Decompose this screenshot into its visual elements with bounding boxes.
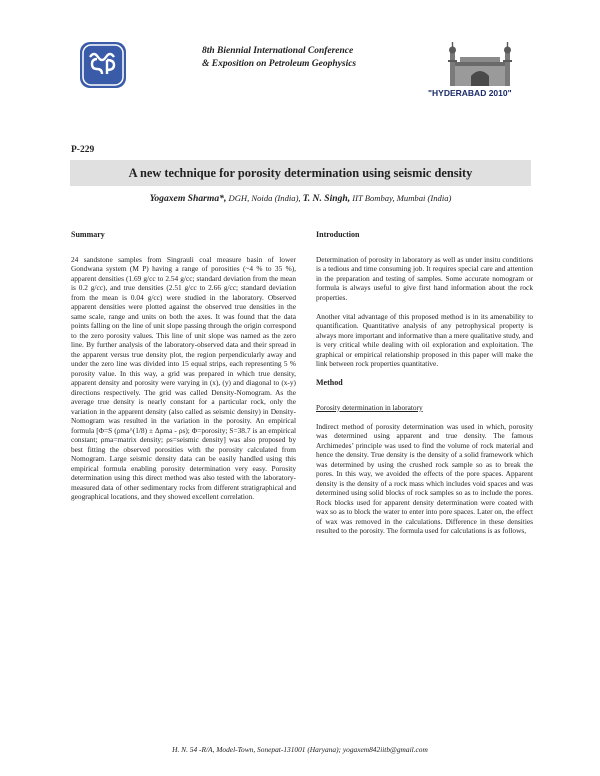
author-line (70, 193, 531, 204)
summary-paragraph: 24 sandstone samples from Singrauli coal measure basin of lower Gondwana system (M P) having a range of porosities (~4 % to 35 %), apparent densities (1.69 g/cc to 2.54 g/cc; standard deviation from the mean is 0.2 g/cc), and true densities (2.51 g/cc to 2.66 g/cc; standard deviation from the mean is 0.04 g/cc) were studied in the laboratory. Observed apparent densities were plotted against the observed true densities in the same scale, range and units on both the axes. It was found that the data points falling on the line of unit slope passing through the origin correspond to the zero porosity values. This line of unit slope was named as the zero line. By further analysis of the laboratory-observed data and their spread in the apparent versus true density plot, the region perpendicularly away and under the zero line was divided into 15 equal strips, each representing 5 % porosity value. In this way, a grid was prepared in which true density, apparent density and porosity were varying in (x), (y) and diagonal to (x-y) directions respectively. The grid was called Density-Nomogram. As the average true density is nearly constant for a particular rock, only the variation in the apparent density (also called as seismic density) in Density-Nomogram was resulted in the variation in the porosity. An empirical formula [Φ=S (ρma^(1/8) ± Δρma - ρs); Φ=porosity; S=38.7 is an empirical constant; ρma=matrix density; ρs=seismic density] was also proposed by best fitting the observed porosities with the porosity calculated from Nomogram. Large seismic density data can be easily handled using this empirical formula enabling porosity determination very easy. Porosity determination using this direct method was also tested with the laboratory-measured data of other sedimentary rocks from different stratigraphical and geographical locations, and they showed excellent correlation. (71, 254, 296, 502)
spg-logo-icon (80, 42, 126, 88)
venue-badge: "HYDERABAD 2010" (428, 88, 512, 98)
author-1: Yogaxem Sharma*, (149, 193, 227, 204)
conference-line-2: & Exposition on Petroleum Geophysics (202, 59, 357, 69)
method-heading: Method (316, 378, 343, 388)
footer-address: H. N. 54 -R/A, Model-Town, Sonepat-131001 (Haryana); yogaxem842iitb@gmail.com (172, 745, 428, 754)
introduction-paragraph-2: Another vital advantage of this proposed method is in its amenability to quantification. Quantitative analysis of any petrophysical property is always more important and informative than a mere qualitative study, and is very critical while dealing with oil exploration and exploitation. The graphical or empirical relationship proposed in this paper will make the link between rock properties quantitative. (316, 311, 533, 369)
paper-title: A new technique for porosity determination using seismic density (128, 166, 473, 180)
left-column (71, 230, 296, 511)
author-2: T. N. Singh, (302, 193, 351, 204)
right-column (316, 230, 533, 545)
introduction-paragraph-1: Determination of porosity in laboratory as well as under insitu conditions is a tedious and time consuming job. It requires special care and attention in the preparation and testing of samples. Some accurate nomogram or formula is always useful to give first hand information about the rock properties. (316, 254, 533, 302)
conference-title (202, 45, 356, 71)
charminar-icon (444, 40, 516, 88)
affiliation-2: IIT Bombay, Mumbai (India) (350, 193, 452, 203)
conference-line-1: 8th Biennial International Conference (202, 46, 354, 56)
paper-id: P-229 (71, 145, 95, 155)
method-paragraph: Indirect method of porosity determination was used in which, porosity was determined using apparent and true density. The famous Archimedes’ principle was used to find the volume of rock material and hence the density. True density is the density of a solid framework which was determined by using the crushed rock sample so as to break the pores. In this way, we avoided the effects of the pore spaces. Apparent density is the density of a rock mass which includes void spaces and was determined using solid blocks of rock samples so as to include the pores. Rock blocks used for apparent density determination were coated with wax so as to block the water to enter into pore spaces. Later on, the effect of wax was removed in the calculations. Difference in these densities resulted to the porosity. The formula used for calculations is as follows, (316, 421, 533, 536)
introduction-heading: Introduction (316, 230, 360, 239)
method-subheading: Porosity determination in laboratory (316, 402, 423, 412)
affiliation-1: DGH, Noida (India), (226, 193, 303, 203)
summary-heading: Summary (71, 230, 105, 239)
